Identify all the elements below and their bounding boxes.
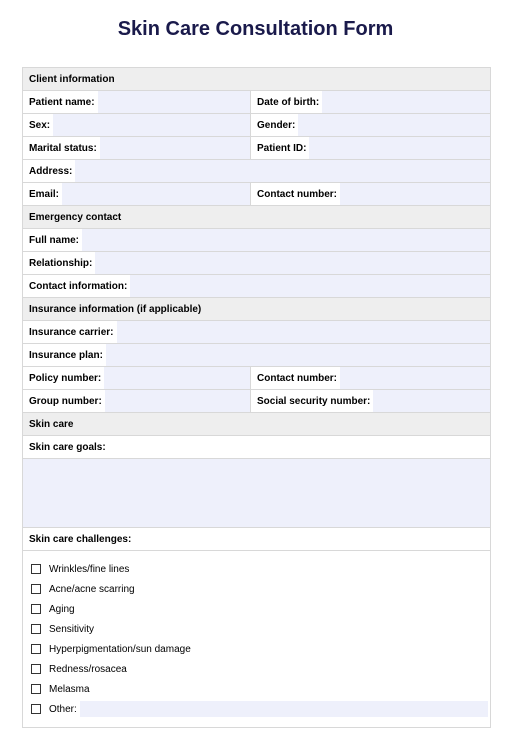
page-title: Skin Care Consultation Form (117, 18, 394, 40)
label-gender: Gender: (257, 119, 296, 131)
section-header: Emergency contact (29, 211, 122, 223)
challenges-list (23, 551, 490, 727)
goals-textarea[interactable] (23, 459, 490, 528)
section-emergency (23, 206, 490, 229)
label-challenges: Skin care challenges: (29, 533, 132, 545)
ssn-field[interactable] (373, 390, 490, 412)
label-contact-number: Contact number: (257, 188, 337, 200)
row-goals (23, 436, 490, 459)
label-carrier: Insurance carrier: (29, 326, 114, 338)
row-marital (23, 137, 490, 160)
dob-field[interactable] (322, 91, 490, 113)
row-full-name (23, 229, 490, 252)
checkbox-label: Melasma (49, 683, 90, 695)
patient-name-field[interactable] (98, 91, 250, 113)
checkbox[interactable] (31, 644, 41, 654)
contact-info-field[interactable] (130, 275, 490, 297)
carrier-field[interactable] (117, 321, 491, 343)
label-ins-contact-number: Contact number: (257, 372, 337, 384)
checkbox-label: Redness/rosacea (49, 663, 127, 675)
other-field[interactable] (80, 701, 488, 717)
policy-number-field[interactable] (104, 367, 250, 389)
row-group (23, 390, 490, 413)
section-skin-care (23, 413, 490, 436)
label-marital: Marital status: (29, 142, 97, 154)
address-field[interactable] (75, 160, 490, 182)
row-challenges (23, 528, 490, 551)
checkbox-label: Hyperpigmentation/sun damage (49, 643, 191, 655)
label-patient-name: Patient name: (29, 96, 95, 108)
checkbox-item (31, 599, 490, 619)
row-relationship (23, 252, 490, 275)
relationship-field[interactable] (95, 252, 490, 274)
label-goals: Skin care goals: (29, 441, 106, 453)
checkbox-item (31, 639, 490, 659)
marital-field[interactable] (100, 137, 250, 159)
checkbox[interactable] (31, 684, 41, 694)
row-carrier (23, 321, 490, 344)
label-dob: Date of birth: (257, 96, 320, 108)
row-contact-info (23, 275, 490, 298)
label-ssn: Social security number: (257, 395, 371, 407)
patient-id-field[interactable] (309, 137, 490, 159)
label-full-name: Full name: (29, 234, 80, 246)
gender-field[interactable] (298, 114, 490, 136)
full-name-field[interactable] (82, 229, 490, 251)
section-header: Client information (29, 73, 115, 85)
label-sex: Sex: (29, 119, 51, 131)
sex-field[interactable] (53, 114, 250, 136)
label-group-number: Group number: (29, 395, 102, 407)
checkbox-item (31, 579, 490, 599)
checkbox[interactable] (31, 584, 41, 594)
label-plan: Insurance plan: (29, 349, 103, 361)
label-contact-info: Contact information: (29, 280, 128, 292)
section-header: Insurance information (if applicable) (29, 303, 202, 315)
checkbox-label: Wrinkles/fine lines (49, 563, 130, 575)
label-email: Email: (29, 188, 60, 200)
checkbox[interactable] (31, 664, 41, 674)
label-patient-id: Patient ID: (257, 142, 307, 154)
checkbox-label: Sensitivity (49, 623, 95, 635)
checkbox-label: Acne/acne scarring (49, 583, 135, 595)
checkbox-item (31, 559, 490, 579)
label-policy-number: Policy number: (29, 372, 102, 384)
section-insurance (23, 298, 490, 321)
email-field[interactable] (62, 183, 250, 205)
section-header: Skin care (29, 418, 74, 430)
checkbox[interactable] (31, 624, 41, 634)
checkbox-item (31, 659, 490, 679)
label-relationship: Relationship: (29, 257, 93, 269)
row-email (23, 183, 490, 206)
row-patient-name (23, 91, 490, 114)
checkbox-label: Aging (49, 603, 75, 615)
checkbox[interactable] (31, 704, 41, 714)
checkbox[interactable] (31, 564, 41, 574)
checkbox-label: Other: (49, 703, 77, 715)
plan-field[interactable] (106, 344, 490, 366)
row-plan (23, 344, 490, 367)
section-client (23, 68, 490, 91)
ins-contact-number-field[interactable] (340, 367, 490, 389)
contact-number-field[interactable] (340, 183, 490, 205)
row-sex (23, 114, 490, 137)
label-address: Address: (29, 165, 73, 177)
checkbox-item (31, 619, 490, 639)
group-number-field[interactable] (105, 390, 250, 412)
checkbox-item (31, 679, 490, 699)
row-policy (23, 367, 490, 390)
consultation-form (22, 67, 491, 728)
checkbox[interactable] (31, 604, 41, 614)
row-address (23, 160, 490, 183)
checkbox-item (31, 699, 490, 719)
